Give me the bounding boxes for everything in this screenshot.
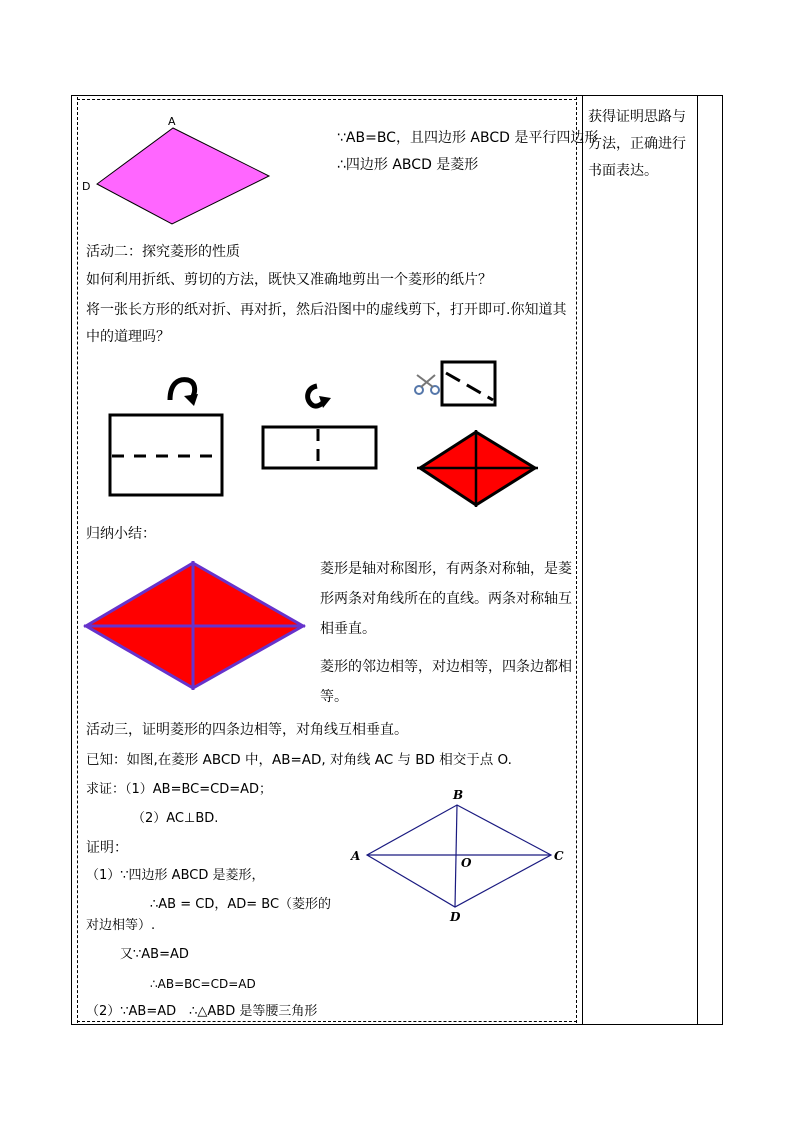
rhombus-figure-pink (80, 112, 280, 227)
vertex-label-b: B (453, 788, 464, 802)
activity3-step4: ∴AB=BC=CD=AD (150, 977, 256, 991)
activity3-step2b: 对边相等）. (86, 918, 156, 933)
activity3-step5: （2）∵AB=AD ∴△ABD 是等腰三角形 (86, 1004, 318, 1019)
column-divider (582, 95, 583, 1025)
cut-figure (405, 355, 545, 510)
fold-figure-2 (255, 380, 385, 475)
rhombus-abcd-figure (345, 785, 575, 930)
scissors-icon (415, 375, 439, 394)
activity3-proof-label: 证明： (86, 840, 128, 856)
folded-square (442, 362, 495, 405)
summary-para1: 菱形是轴对称图形，有两条对称轴，是菱形两条对角线所在的直线。两条对称轴互相垂直。 (320, 561, 572, 637)
table-bottom-border (71, 1024, 723, 1025)
activity3-step2a: ∴AB = CD，AD= BC（菱形的 (150, 897, 332, 912)
table-left-border (71, 95, 72, 1025)
diagonal-bd (455, 805, 457, 907)
vertex-label-d: D (82, 180, 91, 193)
column-divider (697, 95, 698, 1025)
activity2-title: 活动二：探究菱形的性质 (86, 244, 240, 260)
table-top-border (71, 95, 723, 96)
center-label-o: O (461, 856, 472, 870)
rhombus-shape (97, 128, 269, 224)
vertex-label-d-fig4: D (450, 910, 461, 924)
fold-arrow-head-icon (184, 394, 198, 406)
vertex-label-a-fig4: A (351, 849, 361, 863)
proof-top-line2: ∴四边形 ABCD 是菱形 (337, 157, 479, 173)
rhombus-abcd-shape (367, 805, 551, 907)
dashed-frame-right (576, 97, 577, 1023)
vertex-label-a: A (168, 115, 176, 128)
activity3-step3: 又∵AB=AD (120, 947, 189, 962)
table-right-border (722, 95, 723, 1025)
dashed-frame-top (77, 99, 577, 100)
activity2-instruction: 将一张长方形的纸对折、再对折，然后沿图中的虚线剪下，打开即可.你知道其中的道理吗？ (86, 302, 567, 345)
vertex-label-c: C (554, 849, 564, 863)
summary-para2: 菱形的邻边相等，对边相等，四条边都相等。 (320, 659, 572, 705)
fold-figure-1 (100, 370, 240, 500)
summary-rhombus (80, 558, 310, 693)
activity3-prove2: （2）AC⊥BD. (132, 811, 219, 826)
activity3-step1: （1）∵四边形 ABCD 是菱形， (86, 868, 265, 883)
activity3-prove1: 求证：（1）AB=BC=CD=AD； (86, 782, 273, 797)
activity3-title: 活动三，证明菱形的四条边相等，对角线互相垂直。 (86, 722, 408, 738)
proof-top-line1: ∵AB=BC，且四边形 ABCD 是平行四边形 (337, 130, 599, 146)
activity2-question: 如何利用折纸、剪切的方法，既快又准确地剪出一个菱形的纸片？ (86, 272, 492, 288)
activity3-given: 已知：如图,在菱形 ABCD 中，AB=AD, 对角线 AC 与 BD 相交于点 O. (86, 752, 512, 768)
side-note: 获得证明思路与方法，正确进行书面表达。 (588, 109, 686, 179)
dashed-frame-left (77, 97, 78, 1023)
summary-title: 归纳小结： (86, 526, 156, 542)
